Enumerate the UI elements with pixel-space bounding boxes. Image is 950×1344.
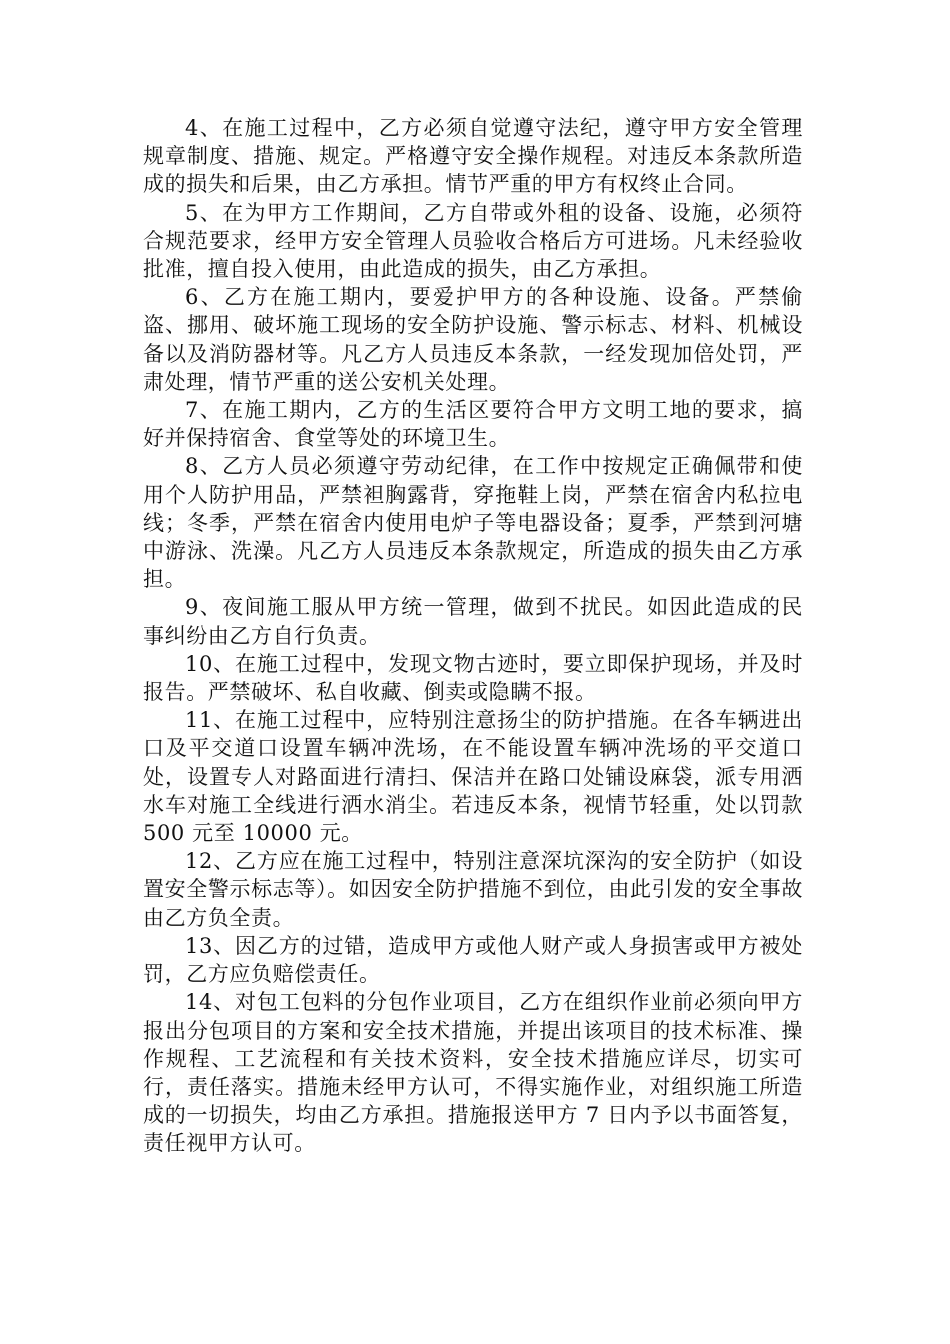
clause-14: 14、对包工包料的分包作业项目，乙方在组织作业前必须向甲方报出分包项目的方案和安全技术措施，并提出该项目的技术标准、操作规程、工艺流程和有关技术资料，安全技术措施应详尽，切实可行，责任落实。措施未经甲方认可，不得实施作业，对组织施工所造成的一切损失，均由乙方承担。措施报送甲方 7 日内予以书面答复，责任视甲方认可。: [143, 990, 803, 1156]
clause-8: 8、乙方人员必须遵守劳动纪律，在工作中按规定正确佩带和使用个人防护用品，严禁袒胸露背，穿拖鞋上岗，严禁在宿舍内私拉电线；冬季，严禁在宿舍内使用电炉子等电器设备；夏季，严禁到河塘中游泳、洗澡。凡乙方人员违反本条款规定，所造成的损失由乙方承担。: [143, 454, 803, 592]
clause-11: 11、在施工过程中，应特别注意扬尘的防护措施。在各车辆进出口及平交道口设置车辆冲洗场，在不能设置车辆冲洗场的平交道口处，设置专人对路面进行清扫、保洁并在路口处铺设麻袋，派专用洒水车对施工全线进行洒水消尘。若违反本条，视情节轻重，处以罚款 500 元至 10000 元。: [143, 708, 803, 846]
clause-9: 9、夜间施工服从甲方统一管理，做到不扰民。如因此造成的民事纠纷由乙方自行负责。: [143, 595, 803, 648]
clause-5: 5、在为甲方工作期间，乙方自带或外租的设备、设施，必须符合规范要求，经甲方安全管理人员验收合格后方可进场。凡未经验收批准，擅自投入使用，由此造成的损失，由乙方承担。: [143, 200, 803, 282]
clause-12: 12、乙方应在施工过程中，特别注意深坑深沟的安全防护（如设置安全警示标志等）。如因安全防护措施不到位，由此引发的安全事故由乙方负全责。: [143, 849, 803, 930]
clause-10: 10、在施工过程中，发现文物古迹时，要立即保护现场，并及时报告。严禁破坏、私自收藏、倒卖或隐瞒不报。: [143, 651, 803, 705]
clause-4: 4、在施工过程中，乙方必须自觉遵守法纪，遵守甲方安全管理规章制度、措施、规定。严格遵守安全操作规程。对违反本条款所造成的损失和后果，由乙方承担。情节严重的甲方有权终止合同。: [143, 116, 803, 197]
clause-6: 6、乙方在施工期内，要爱护甲方的各种设施、设备。严禁偷盗、挪用、破坏施工现场的安全防护设施、警示标志、材料、机械设备以及消防器材等。凡乙方人员违反本条款，一经发现加倍处罚，严肃处理，情节严重的送公安机关处理。: [143, 285, 803, 394]
clause-13: 13、因乙方的过错，造成甲方或他人财产或人身损害或甲方被处罚，乙方应负赔偿责任。: [143, 933, 803, 987]
document-page: [143, 114, 803, 1158]
clause-7: 7、在施工期内，乙方的生活区要符合甲方文明工地的要求，搞好并保持宿舍、食堂等处的环境卫生。: [143, 398, 803, 451]
